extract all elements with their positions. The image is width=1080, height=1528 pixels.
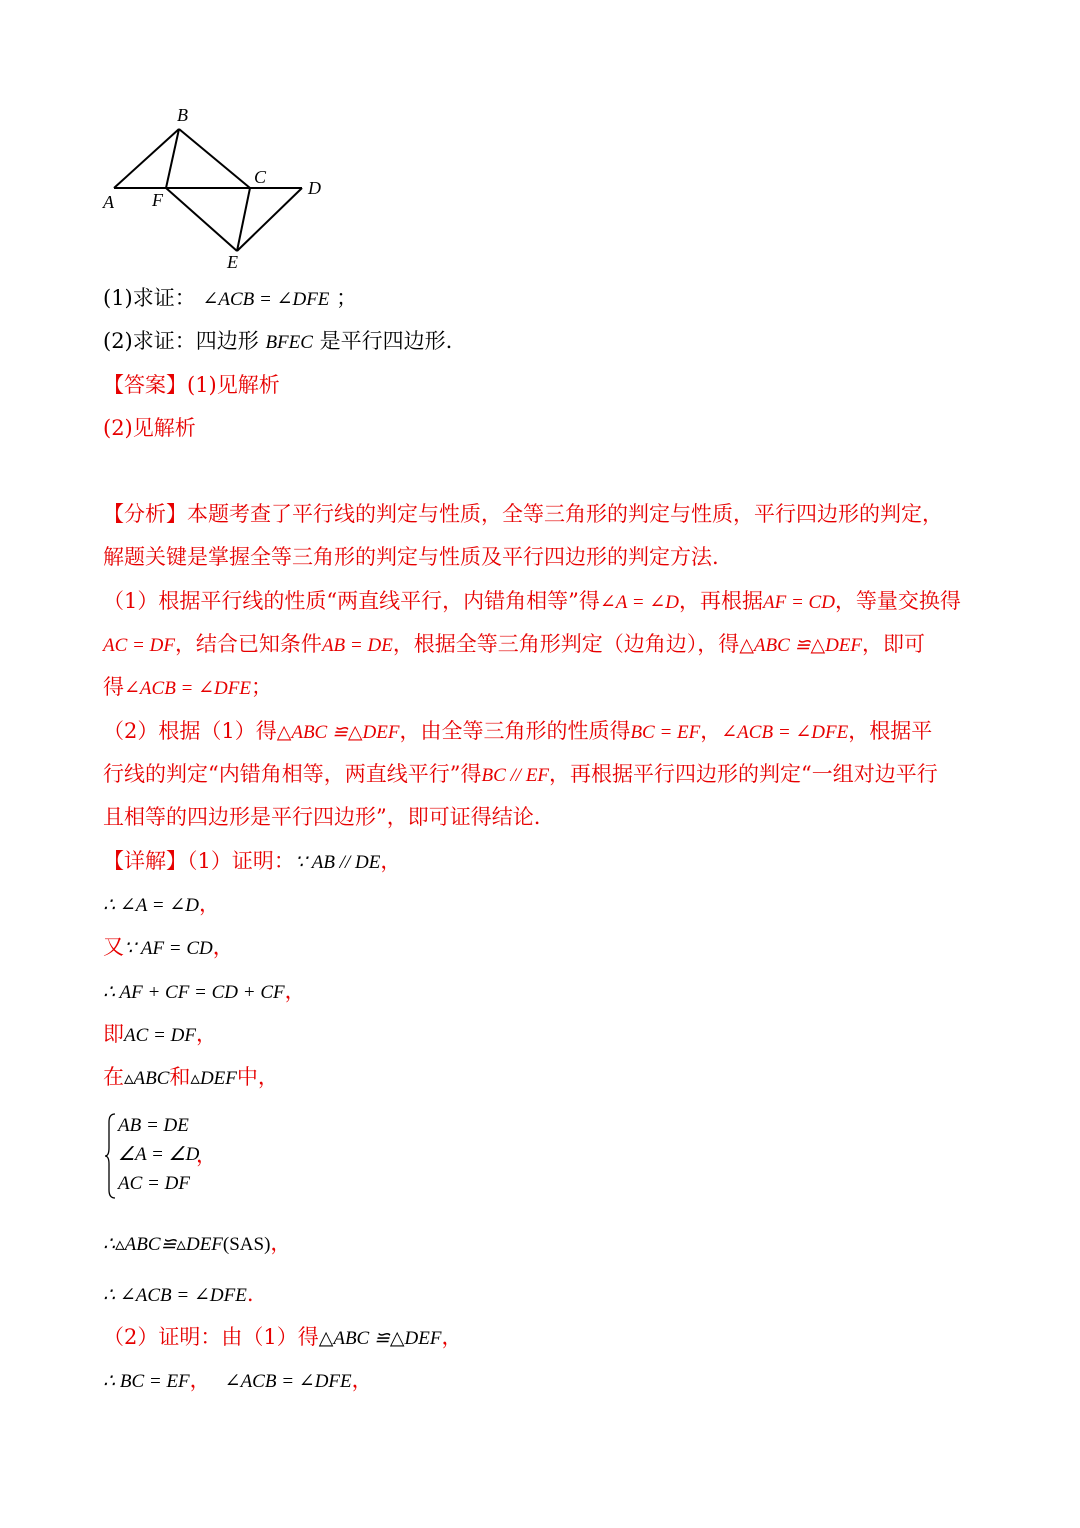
analysis-line-1: 【分析】本题考查了平行线的判定与性质，全等三角形的判定与性质，平行四边形的判定，	[103, 502, 943, 526]
point-label-d: D	[308, 178, 321, 198]
detail-comma-2: ，	[212, 935, 234, 959]
p2-math-4: BC // EF	[481, 765, 550, 786]
detail-line-5	[103, 1020, 217, 1050]
q1-label: (1)求证：	[103, 286, 196, 310]
detail-step-5-triangle-1: ▵ABC	[124, 1068, 170, 1089]
q2-label: (2)求证：四边形	[103, 329, 259, 353]
detail-step-5-and: 和	[169, 1065, 191, 1089]
detail-line-7	[103, 1229, 291, 1259]
q2-math: BFEC	[265, 332, 313, 353]
analysis-p2-line-2	[103, 760, 938, 790]
p1-math-3: AC = DF	[103, 635, 175, 656]
detail-step-4-prefix: 即	[103, 1022, 124, 1046]
p1-math-4: AB = DE	[321, 635, 393, 656]
analysis-p2-line-1	[103, 717, 932, 747]
analysis-p1-line-3	[103, 673, 272, 703]
p2-text-6: ，再根据平行四边形的判定“一组对边平行	[549, 762, 938, 786]
detail-step-4: AC = DF	[124, 1025, 196, 1046]
point-label-c: C	[254, 167, 267, 187]
p2-text-3: ，	[700, 719, 722, 743]
p2-math-2: BC = EF	[630, 722, 701, 743]
p1-text-4: ，结合已知条件	[174, 632, 322, 656]
p1-math-1: ∠A = ∠D	[599, 592, 679, 613]
detail-comma-4: ，	[195, 1022, 217, 1046]
p2-math-1: △ABC ≌△DEF	[276, 722, 400, 743]
detail-step-6-sas: (SAS)	[222, 1234, 271, 1255]
detail-comma-6: ，	[270, 1231, 292, 1255]
detail-comma-3: ，	[284, 979, 306, 1003]
detail-period-7: .	[246, 1282, 254, 1306]
segment-ed	[237, 188, 302, 251]
segment-ab	[114, 129, 179, 188]
question-2	[103, 327, 452, 357]
detail-line-4	[103, 977, 306, 1007]
system-eq-2: ∠A = ∠D	[118, 1144, 200, 1165]
detail-step-5-prefix: 在	[103, 1065, 124, 1089]
answer-1: (1)见解析	[187, 373, 280, 397]
q1-end: ；	[336, 286, 358, 310]
system-eq-3: AC = DF	[118, 1173, 190, 1194]
detail-line-1	[103, 847, 401, 877]
p1-text-6: ，即可	[862, 632, 926, 656]
question-1	[103, 284, 357, 314]
detail-step-1: ∴ ∠A = ∠D	[103, 895, 199, 916]
detail-math-0: ∵ AB // DE	[294, 852, 381, 873]
p2-text-4: ，根据平	[848, 719, 933, 743]
detail-comma-8: ，	[441, 1325, 463, 1349]
detail-comma-0: ，	[380, 849, 402, 873]
detail-step-9a: ∴ BC = EF	[103, 1371, 190, 1392]
detail-line-3	[103, 933, 234, 963]
detail-line-6	[103, 1063, 279, 1093]
analysis-p1-line-1	[103, 587, 961, 617]
analysis-p2-line-3: 且相等的四边形是平行四边形”，即可证得结论.	[103, 805, 541, 829]
p1-text-3: ，等量交换得	[834, 589, 961, 613]
p2-math-3: ∠ACB = ∠DFE	[721, 722, 849, 743]
p1-text-1: （1）根据平行线的性质“两直线平行，内错角相等”得	[103, 589, 600, 613]
detail-comma-1: ，	[198, 892, 220, 916]
segment-fe	[166, 188, 237, 251]
detail-comma-9a: ，	[189, 1368, 211, 1392]
p2-text-1: （2）根据（1）得	[103, 719, 277, 743]
detail-step-8: △ABC ≌△DEF	[318, 1328, 442, 1349]
p2-text-2: ，由全等三角形的性质得	[399, 719, 631, 743]
p1-text-7: 得	[103, 675, 124, 699]
detail-comma-9b: ，	[351, 1368, 373, 1392]
system-eq-1: AB = DE	[118, 1115, 189, 1136]
point-label-a: A	[103, 192, 114, 212]
detail-step-2-prefix: 又	[103, 935, 124, 959]
answer-line-2	[103, 414, 196, 442]
left-brace-icon	[104, 1112, 118, 1200]
detail-line-8	[103, 1280, 254, 1310]
analysis-line-2: 解题关键是掌握全等三角形的判定与性质及平行四边形的判定方法.	[103, 545, 719, 569]
p2-text-5: 行线的判定“内错角相等，两直线平行”得	[103, 762, 482, 786]
segment-bc	[179, 129, 250, 188]
system-comma: ，	[196, 1143, 217, 1167]
detail-step-9b: ∠ACB = ∠DFE	[224, 1371, 352, 1392]
answer-tag: 【答案】	[103, 373, 187, 397]
detail-step-2: ∵ AF = CD	[124, 938, 213, 959]
point-label-f: F	[152, 190, 163, 210]
p1-text-5: ，根据全等三角形判定（边角边），得	[392, 632, 740, 656]
detail-step-7: ∴ ∠ACB = ∠DFE	[103, 1285, 247, 1306]
detail-step-5-suffix: 中，	[236, 1065, 279, 1089]
p1-math-2: AF = CD	[763, 592, 835, 613]
p1-math-5: △ABC ≌△DEF	[739, 635, 863, 656]
p1-text-8: ；	[250, 675, 272, 699]
point-label-e: E	[227, 252, 238, 272]
detail-step-3: ∴ AF + CF = CD + CF	[103, 982, 285, 1003]
p1-text-2: ，再根据	[679, 589, 763, 613]
detail-line-9	[103, 1323, 462, 1353]
point-label-b: B	[177, 105, 188, 125]
figure-lines	[114, 129, 302, 251]
detail-step-8-prefix: （2）证明：由（1）得	[103, 1325, 319, 1349]
detail-line-2	[103, 890, 220, 920]
p1-math-6: ∠ACB = ∠DFE	[124, 678, 251, 699]
q2-end: 是平行四边形.	[319, 329, 453, 353]
answer-line-1	[103, 371, 280, 399]
answer-2: (2)见解析	[103, 416, 196, 440]
geometry-figure	[95, 100, 335, 275]
detail-step-5-triangle-2: ▵DEF	[190, 1068, 237, 1089]
detail-tag: 【详解】（1）证明：	[103, 849, 295, 873]
detail-step-6: ∴▵ABC≌▵DEF	[103, 1234, 223, 1255]
analysis-p1-line-2	[103, 630, 925, 660]
q1-math: ∠ACB = ∠DFE	[202, 289, 330, 310]
detail-line-10	[103, 1366, 373, 1396]
